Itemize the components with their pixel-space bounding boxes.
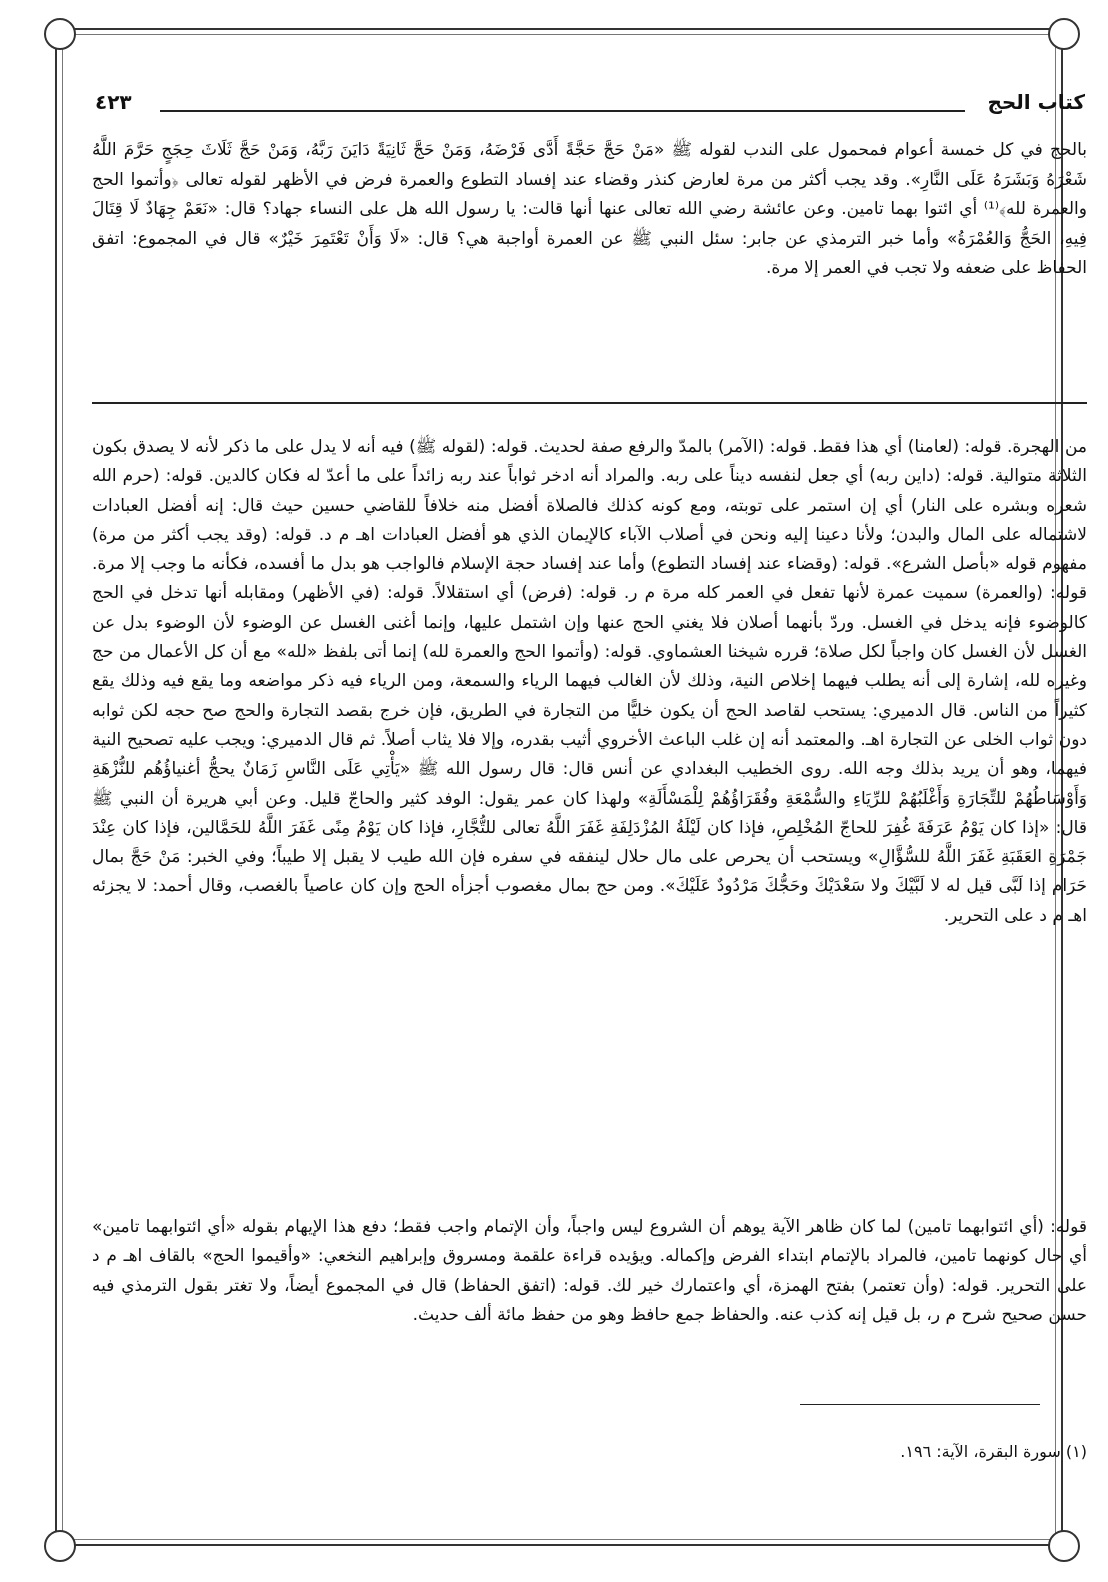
corner-ornament-top-right	[1048, 18, 1080, 50]
matn-text	[92, 136, 1087, 284]
commentary-text-2	[92, 1213, 1087, 1331]
page-number: ٤٢٣	[95, 90, 132, 114]
header-rule	[160, 110, 965, 112]
section-divider	[92, 402, 1087, 404]
header-title: كتاب الحج	[987, 90, 1085, 114]
footnote-divider	[800, 1404, 1040, 1405]
commentary-text-1	[92, 433, 1087, 931]
running-header	[95, 88, 1085, 122]
commentary-paragraph-1: من الهجرة. قوله: (لعامنا) أي هذا فقط. قوله: (الآمر) بالمدّ والرفع صفة لحديث. قوله: (لقوله ﷺ) فيه أنه لا يدل على ما ذكر لأنه لا يصدق بكون الثلاثة متوالية. قوله: (داين ربه) أي جعل لنفسه ديناً على ربه. والمراد أنه ادخر ثواباً عند ربه زائداً على ما أعدّ له فكان كالدين. قوله: (حرم الله شعره وبشره على النار) أي إن استمر على توبته، ومع كونه كذلك فالصلاة أفضل منه خلافاً للقاضي حسين حيث قال: إنه أفضل العبادات لاشتماله على المال والبدن؛ ولأنا دعينا إليه ونحن في أصلاب الآباء كالإيمان الذي هو أفضل العبادات اهـ م د. قوله: (وقد يجب أكثر من مرة) مفهوم قوله «بأصل الشرع». قوله: (وقضاء عند إفساد التطوع) وأما عند إفساد حجة الإسلام فالواجب هو بدل ما أفسده، فكأنه ما وجب إلا مرة. قوله: (والعمرة) سميت عمرة لأنها تفعل في العمر كله مرة م ر. قوله: (فرض) أي استقلالاً. قوله: (في الأظهر) ومقابله أنها تدخل في الحج كالوضوء فإنه يدخل في الغسل. وردّ بأنهما أصلان فلا يغني الحج عنها وإن اشتمل عليها، وإنما أغنى الغسل عن الوضوء لأن الوضوء بدل عن الغسل لأن الغسل كان واجباً لكل صلاة؛ قرره شيخنا العشماوي. قوله: (وأتموا الحج والعمرة لله) إنما أتى بلفظ «لله» مع أن كل الأعمال من حج وغيره لله، إشارة إلى أنه يطلب فيهما إخلاص النية، وذلك لأن الغالب فيهما الرياء والسمعة، ومن الرياء فيه ذكر مواضعه وما يقع فيه وذلك يقع كثيراً من الناس. قال الدميري: يستحب لقاصد الحج أن يكون خليًّا من التجارة في الطريق، فإن خرج بقصد التجارة والحج صح حجه لكن ثوابه دون ثواب الخلى عن التجارة اهـ. والمعتمد أنه إن غلب الباعث الأخروي أثيب بقدره، وإلا فلا يثاب أصلاً. ثم قال الدميري: ويجب عليه تصحيح النية فيهما، وهو أن يريد بذلك وجه الله. روى الخطيب البغدادي عن أنس قال: قال رسول الله ﷺ «يَأْتِي عَلَى النَّاسِ زَمَانٌ يحجُّ أغنياؤُهُم للنُّزْهَةِ وَأَوْسَاطُهُمْ للتِّجَارَةِ وَأَغْلَبُهُمْ للرِّيَاءِ والسُّمْعَةِ وفُقَرَاؤُهُمْ لِلْمَسْأَلَةِ» ولهذا كان عمر يقول: الوفد كثير والحاجّ قليل. وعن أبي هريرة أن النبي ﷺ قال: «إذا كان يَوْمُ عَرَفَةَ غُفِرَ للحاجّ المُخْلِصِ، فإذا كان لَيْلَةُ المُزْدَلِفَةِ غَفَرَ اللَّهُ تعالى للتُّجَّارِ، فإذا كان يَوْمُ مِنًى غَفَرَ اللَّهُ للحَمَّالين، فإذا كان عِنْدَ جَمْرَةِ العَقَبَةِ غَفَرَ اللَّهُ للسُّؤَّالِ» ويستحب أن يحرص على مال حلال لينفقه في سفره فإن الله طيب لا يقبل إلا طيباً؛ وفي الخبر: مَنْ حَجَّ بمال حَرَام إذا لَبَّى قيل له لا لَبَّيْكَ ولا سَعْدَيْكَ وحَجُّكَ مَرْدُودٌ عَلَيْكَ». ومن حج بمال مغصوب أجزأه الحج وإن كان عاصياً بالغصب، وقال أحمد: لا يجزئه اهـ م د على التحرير.	[92, 437, 1087, 926]
footnote-text: (١) سورة البقرة، الآية: ١٩٦.	[900, 1442, 1087, 1461]
footnote	[92, 1438, 1087, 1466]
commentary-paragraph-2: قوله: (أي ائتوابهما تامين) لما كان ظاهر الآية يوهم أن الشروع ليس واجباً، وأن الإتمام واجب فقط؛ دفع هذا الإيهام بقوله «أي ائتوابهما تامين» أي حال كونهما تامين، فالمراد بالإتمام ابتداء الفرض وإكماله. ويؤيده قراءة علقمة ومسروق وإبراهيم النخعي: «وأقيموا الحج» بالقاف اهـ م د على التحرير. قوله: (وأن تعتمر) بفتح الهمزة، أي واعتمارك خير لك. قوله: (اتفق الحفاظ) قال في المجموع أيضاً، ولا تغتر بقول الترمذي فيه حسن صحيح شرح م ر، بل قيل إنه كذب عنه. والحفاظ جمع حافظ وهو من حفظ مائة ألف حديث.	[92, 1217, 1087, 1326]
corner-ornament-top-left	[44, 18, 76, 50]
matn-paragraph: بالحج في كل خمسة أعوام فمحمول على الندب لقوله ﷺ «مَنْ حَجَّ حَجَّةً أَدَّى فَرْضَهُ، وَمَنْ حَجَّ ثَانِيَةً دَايَنَ رَبَّهُ، وَمَنْ حَجَّ ثَلَاثَ حِجَجٍ حَرَّمَ اللَّهُ شَعْرَهُ وَبَشَرَهُ عَلَى النَّارِ». وقد يجب أكثر من مرة لعارض كنذر وقضاء عند إفساد التطوع والعمرة فرض في الأظهر لقوله تعالى ﴿وأتموا الحج والعمرة لله﴾⁽¹⁾ أي ائتوا بهما تامين. وعن عائشة رضي الله تعالى عنها أنها قالت: يا رسول الله هل على النساء جهاد؟ قال: «نَعَمْ جِهَادٌ لَا قِتَالَ فِيهِ، الحَجُّ وَالعُمْرَةُ» وأما خبر الترمذي عن جابر: سئل النبي ﷺ عن العمرة أواجبة هي؟ قال: «لَا وَأَنْ تَعْتَمِرَ خَيْرٌ» قال في المجموع: اتفق الحفاظ على ضعفه ولا تجب في العمر إلا مرة.	[92, 140, 1087, 279]
corner-ornament-bottom-left	[44, 1530, 76, 1562]
corner-ornament-bottom-right	[1048, 1530, 1080, 1562]
